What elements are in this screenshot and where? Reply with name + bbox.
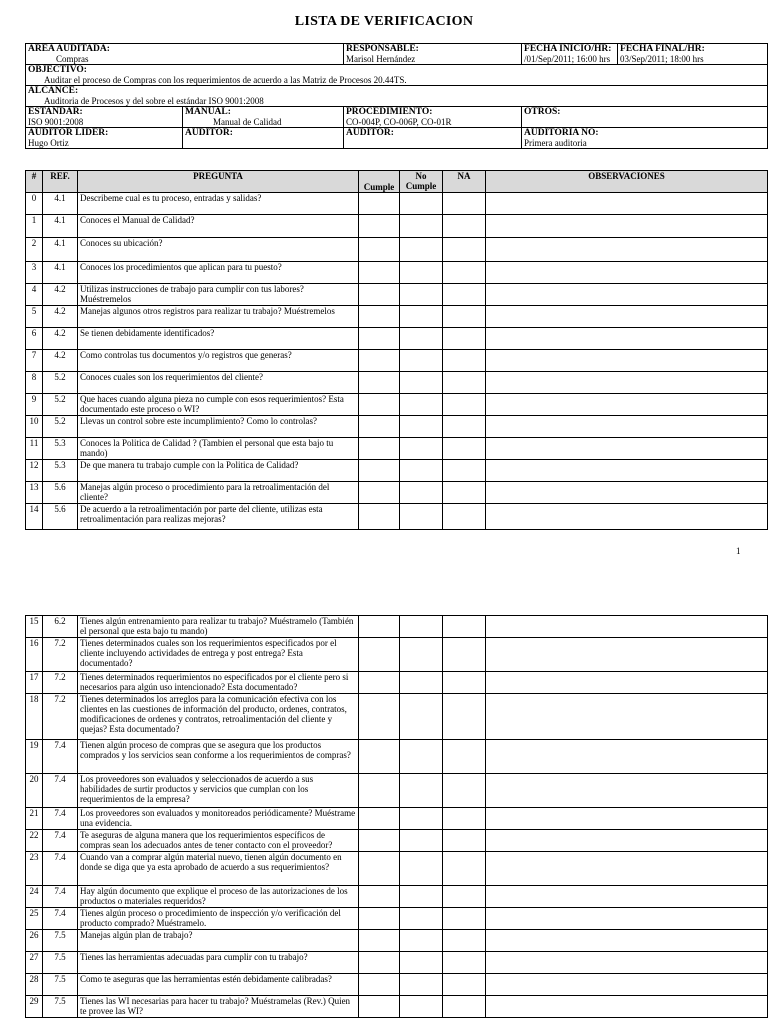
observaciones-cell[interactable] xyxy=(486,438,768,460)
final-label: FECHA FINAL/HR: xyxy=(620,44,705,54)
table-row xyxy=(26,952,768,974)
no-cumple-cell[interactable] xyxy=(400,504,443,530)
no-cumple-cell[interactable] xyxy=(400,262,443,284)
row-ref: 7.4 xyxy=(43,808,78,830)
final-cell xyxy=(618,44,768,65)
na-cell[interactable] xyxy=(443,952,486,974)
row-question: Conoces cuales son los requerimientos del cliente? xyxy=(78,372,359,394)
row-question: Tienes algún proceso o procedimiento de inspección y/o verificación del producto comprado? Muéstramelo. xyxy=(78,908,359,930)
table-row xyxy=(26,908,768,930)
procedimiento-label: PROCEDIMIENTO: xyxy=(346,107,433,117)
cumple-cell[interactable] xyxy=(359,394,400,416)
col-cumple: Cumple xyxy=(359,171,400,193)
na-cell[interactable] xyxy=(443,886,486,908)
row-ref: 4.2 xyxy=(43,328,78,350)
observaciones-cell[interactable] xyxy=(486,372,768,394)
row-ref: 6.2 xyxy=(43,616,78,638)
na-cell[interactable] xyxy=(443,416,486,438)
otros-cell xyxy=(522,107,768,128)
no-cumple-cell[interactable] xyxy=(400,306,443,328)
cumple-cell[interactable] xyxy=(359,616,400,638)
na-cell[interactable] xyxy=(443,930,486,952)
cumple-cell[interactable] xyxy=(359,974,400,996)
cumple-cell[interactable] xyxy=(359,372,400,394)
na-cell[interactable] xyxy=(443,372,486,394)
row-ref: 7.2 xyxy=(43,672,78,694)
row-ref: 5.2 xyxy=(43,416,78,438)
na-cell[interactable] xyxy=(443,774,486,808)
manual-cell xyxy=(183,107,344,128)
cumple-cell[interactable] xyxy=(359,830,400,852)
row-number: 13 xyxy=(26,482,43,504)
manual-label: MANUAL: xyxy=(185,107,231,117)
responsable-value: Marisol Hernández xyxy=(346,54,416,64)
observaciones-cell[interactable] xyxy=(486,262,768,284)
row-number: 27 xyxy=(26,952,43,974)
row-ref: 7.4 xyxy=(43,830,78,852)
na-cell[interactable] xyxy=(443,830,486,852)
estandar-label: ESTANDAR: xyxy=(28,107,83,117)
table-row xyxy=(26,930,768,952)
row-number: 8 xyxy=(26,372,43,394)
no-cumple-cell[interactable] xyxy=(400,394,443,416)
no-cumple-cell[interactable] xyxy=(400,830,443,852)
row-ref: 7.4 xyxy=(43,852,78,886)
estandar-cell xyxy=(26,107,183,128)
row-question: Llevas un control sobre este incumplimiento? Como lo controlas? xyxy=(78,416,359,438)
row-number: 9 xyxy=(26,394,43,416)
na-cell[interactable] xyxy=(443,672,486,694)
alcance-cell xyxy=(26,86,768,107)
auditor2-cell xyxy=(344,128,522,149)
table-row xyxy=(26,616,768,638)
table-row xyxy=(26,193,768,215)
row-ref: 5.2 xyxy=(43,372,78,394)
row-ref: 5.3 xyxy=(43,438,78,460)
cumple-cell[interactable] xyxy=(359,306,400,328)
observaciones-cell[interactable] xyxy=(486,482,768,504)
row-number: 14 xyxy=(26,504,43,530)
na-cell[interactable] xyxy=(443,328,486,350)
col-na: NA xyxy=(443,171,486,193)
na-cell[interactable] xyxy=(443,740,486,774)
na-cell[interactable] xyxy=(443,808,486,830)
no-cumple-cell[interactable] xyxy=(400,616,443,638)
row-number: 18 xyxy=(26,694,43,740)
row-question: Manejas algún plan de trabajo? xyxy=(78,930,359,952)
observaciones-cell[interactable] xyxy=(486,808,768,830)
table-row xyxy=(26,638,768,672)
observaciones-cell[interactable] xyxy=(486,193,768,215)
row-question: Tienes las WI necesarias para hacer tu trabajo? Muéstramelas (Rev.) Quien te provee las WI? xyxy=(78,996,359,1018)
table-row xyxy=(26,996,768,1018)
row-number: 2 xyxy=(26,238,43,262)
row-ref: 7.2 xyxy=(43,694,78,740)
no-cumple-cell[interactable] xyxy=(400,740,443,774)
no-cumple-cell[interactable] xyxy=(400,460,443,482)
checklist-table-page2 xyxy=(25,615,768,1018)
lider-value: Hugo Ortiz xyxy=(28,138,69,148)
estandar-value: ISO 9001:2008 xyxy=(28,117,84,127)
row-ref: 7.5 xyxy=(43,996,78,1018)
table-row xyxy=(26,416,768,438)
observaciones-cell[interactable] xyxy=(486,694,768,740)
cumple-cell[interactable] xyxy=(359,262,400,284)
table-row xyxy=(26,262,768,284)
header-table xyxy=(25,43,768,149)
table-row xyxy=(26,328,768,350)
observaciones-cell[interactable] xyxy=(486,394,768,416)
cumple-cell[interactable] xyxy=(359,438,400,460)
no-cumple-cell[interactable] xyxy=(400,193,443,215)
observaciones-cell[interactable] xyxy=(486,974,768,996)
cumple-cell[interactable] xyxy=(359,808,400,830)
area-cell xyxy=(26,44,344,65)
table-row xyxy=(26,974,768,996)
na-cell[interactable] xyxy=(443,638,486,672)
na-cell[interactable] xyxy=(443,306,486,328)
table-row xyxy=(26,830,768,852)
alcance-label: ALCANCE: xyxy=(28,86,79,96)
cumple-cell[interactable] xyxy=(359,416,400,438)
cumple-cell[interactable] xyxy=(359,215,400,238)
row-number: 23 xyxy=(26,852,43,886)
area-value: Compras xyxy=(56,54,89,64)
objetivo-value: Auditar el proceso de Compras con los requerimientos de acuerdo a las Matriz de Procesos 20.44TS. xyxy=(44,75,407,85)
cumple-cell[interactable] xyxy=(359,930,400,952)
row-number: 0 xyxy=(26,193,43,215)
na-cell[interactable] xyxy=(443,215,486,238)
row-question: Utilizas instrucciones de trabajo para cumplir con tus labores? Muéstremelos xyxy=(78,284,359,306)
observaciones-cell[interactable] xyxy=(486,672,768,694)
area-label: AREA AUDITADA: xyxy=(28,44,110,54)
row-question: De acuerdo a la retroalimentación por parte del cliente, utilizas esta retroalimentación para realizas mejoras? xyxy=(78,504,359,530)
auditoria-value: Primera auditoria xyxy=(524,138,587,148)
observaciones-cell[interactable] xyxy=(486,886,768,908)
table-row xyxy=(26,504,768,530)
row-ref: 4.1 xyxy=(43,262,78,284)
cumple-cell[interactable] xyxy=(359,284,400,306)
row-question: Conoces el Manual de Calidad? xyxy=(78,215,359,238)
observaciones-cell[interactable] xyxy=(486,616,768,638)
auditor1-label: AUDITOR: xyxy=(185,128,233,138)
table-row xyxy=(26,438,768,460)
table-row xyxy=(26,672,768,694)
row-ref: 7.4 xyxy=(43,886,78,908)
col-observaciones: OBSERVACIONES xyxy=(486,171,768,193)
row-ref: 4.2 xyxy=(43,306,78,328)
na-cell[interactable] xyxy=(443,394,486,416)
procedimiento-value: CO-004P, CO-006P, CO-01R xyxy=(346,117,452,127)
row-ref: 5.6 xyxy=(43,504,78,530)
table-row xyxy=(26,215,768,238)
row-question: Que haces cuando alguna pieza no cumple con esos requerimientos? Esta documentado este proceso o WI? xyxy=(78,394,359,416)
table-row xyxy=(26,852,768,886)
row-number: 16 xyxy=(26,638,43,672)
auditoria-cell xyxy=(522,128,768,149)
row-ref: 7.5 xyxy=(43,952,78,974)
cumple-cell[interactable] xyxy=(359,460,400,482)
row-number: 21 xyxy=(26,808,43,830)
row-number: 6 xyxy=(26,328,43,350)
row-question: Manejas algunos otros registros para realizar tu trabajo? Muéstremelos xyxy=(78,306,359,328)
na-cell[interactable] xyxy=(443,350,486,372)
observaciones-cell[interactable] xyxy=(486,996,768,1018)
observaciones-cell[interactable] xyxy=(486,416,768,438)
row-question: Conoces la Politica de Calidad ? (Tambien el personal que esta bajo tu mando) xyxy=(78,438,359,460)
no-cumple-cell[interactable] xyxy=(400,694,443,740)
observaciones-cell[interactable] xyxy=(486,740,768,774)
row-number: 17 xyxy=(26,672,43,694)
inicio-value: /01/Sep/2011; 16:00 hrs xyxy=(524,54,611,64)
col-num: # xyxy=(26,171,43,193)
row-question: Manejas algún proceso o procedimiento para la retroalimentación del cliente? xyxy=(78,482,359,504)
na-cell[interactable] xyxy=(443,262,486,284)
row-number: 26 xyxy=(26,930,43,952)
cumple-cell[interactable] xyxy=(359,638,400,672)
table-row xyxy=(26,886,768,908)
observaciones-cell[interactable] xyxy=(486,350,768,372)
row-number: 4 xyxy=(26,284,43,306)
row-question: Se tienen debidamente identificados? xyxy=(78,328,359,350)
cumple-cell[interactable] xyxy=(359,328,400,350)
auditor1-cell xyxy=(183,128,344,149)
lider-label: AUDITOR LIDER: xyxy=(28,128,109,138)
table-row xyxy=(26,306,768,328)
observaciones-cell[interactable] xyxy=(486,908,768,930)
na-cell[interactable] xyxy=(443,974,486,996)
row-ref: 7.5 xyxy=(43,974,78,996)
observaciones-cell[interactable] xyxy=(486,328,768,350)
table-row xyxy=(26,350,768,372)
table-row xyxy=(26,740,768,774)
row-ref: 5.3 xyxy=(43,460,78,482)
inicio-cell xyxy=(522,44,618,65)
row-question: Tienes algún entrenamiento para realizar tu trabajo? Muéstramelo (También el personal que esta bajo tu mando) xyxy=(78,616,359,638)
row-ref: 4.2 xyxy=(43,350,78,372)
observaciones-cell[interactable] xyxy=(486,638,768,672)
na-cell[interactable] xyxy=(443,193,486,215)
row-number: 25 xyxy=(26,908,43,930)
cumple-cell[interactable] xyxy=(359,504,400,530)
row-ref: 5.6 xyxy=(43,482,78,504)
row-number: 15 xyxy=(26,616,43,638)
observaciones-cell[interactable] xyxy=(486,852,768,886)
no-cumple-cell[interactable] xyxy=(400,215,443,238)
row-question: Tienes determinados los arreglos para la comunicación efectiva con los clientes en las cuestiones de información del producto, ordenes, contratos, modificaciones de ordenes y contratos, retroalimentación del cliente y quejas? Esta documentado? xyxy=(78,694,359,740)
row-question: Tienes determinados requerimientos no especificados por el cliente pero si necesarios para algún uso intencionado? Esta documentado? xyxy=(78,672,359,694)
na-cell[interactable] xyxy=(443,504,486,530)
objetivo-label: OBJECTIVO: xyxy=(28,65,87,75)
col-pregunta: PREGUNTA xyxy=(78,171,359,193)
col-ref: REF. xyxy=(43,171,78,193)
na-cell[interactable] xyxy=(443,482,486,504)
observaciones-cell[interactable] xyxy=(486,306,768,328)
row-number: 5 xyxy=(26,306,43,328)
row-question: Tienen algún proceso de compras que se asegura que los productos comprados y los servicios sean conforme a los requerimientos de compras? xyxy=(78,740,359,774)
row-number: 28 xyxy=(26,974,43,996)
cumple-cell[interactable] xyxy=(359,774,400,808)
row-question: Tienes las herramientas adecuadas para cumplir con tu trabajo? xyxy=(78,952,359,974)
row-question: Los proveedores son evaluados y seleccionados de acuerdo a sus habilidades de surtir productos y servicios que cumplan con los requerimientos de la empresa? xyxy=(78,774,359,808)
alcance-value: Auditoria de Procesos y del sobre el estándar ISO 9001:2008 xyxy=(44,96,264,106)
row-question: Conoces los procedimientos que aplican para tu puesto? xyxy=(78,262,359,284)
page-title: LISTA DE VERIFICACION xyxy=(294,14,474,29)
table-row xyxy=(26,394,768,416)
row-number: 12 xyxy=(26,460,43,482)
no-cumple-cell[interactable] xyxy=(400,238,443,262)
no-cumple-cell[interactable] xyxy=(400,416,443,438)
observaciones-cell[interactable] xyxy=(486,284,768,306)
cumple-cell[interactable] xyxy=(359,852,400,886)
auditoria-label: AUDITORIA NO: xyxy=(524,128,599,138)
na-cell[interactable] xyxy=(443,284,486,306)
cumple-cell[interactable] xyxy=(359,350,400,372)
cumple-cell[interactable] xyxy=(359,908,400,930)
col-no-cumple: No Cumple xyxy=(400,171,443,193)
table-row xyxy=(26,238,768,262)
observaciones-cell[interactable] xyxy=(486,952,768,974)
row-number: 19 xyxy=(26,740,43,774)
na-cell[interactable] xyxy=(443,996,486,1018)
observaciones-cell[interactable] xyxy=(486,215,768,238)
table-row xyxy=(26,284,768,306)
row-number: 7 xyxy=(26,350,43,372)
page-number: 1 xyxy=(736,546,741,556)
na-cell[interactable] xyxy=(443,694,486,740)
row-number: 1 xyxy=(26,215,43,238)
row-ref: 4.1 xyxy=(43,238,78,262)
observaciones-cell[interactable] xyxy=(486,460,768,482)
row-question: Cuando van a comprar algún material nuevo, tienen algún documento en donde se diga que ya esta aprobado de acuerdo a sus requerimientos? xyxy=(78,852,359,886)
table-row xyxy=(26,694,768,740)
auditor2-label: AUDITOR: xyxy=(346,128,394,138)
row-number: 20 xyxy=(26,774,43,808)
row-question: Tienes determinados cuales son los requerimientos especificados por el cliente incluyendo actividades de entrega y post entrega? Esta documentado? xyxy=(78,638,359,672)
row-question: Describeme cual es tu proceso, entradas y salidas? xyxy=(78,193,359,215)
objetivo-cell xyxy=(26,65,768,86)
row-ref: 7.4 xyxy=(43,908,78,930)
row-question: Hay algún documento que explique el proceso de las autorizaciones de los productos o materiales requeridos? xyxy=(78,886,359,908)
cumple-cell[interactable] xyxy=(359,482,400,504)
cumple-cell[interactable] xyxy=(359,238,400,262)
row-ref: 7.5 xyxy=(43,930,78,952)
no-cumple-cell[interactable] xyxy=(400,638,443,672)
na-cell[interactable] xyxy=(443,460,486,482)
table-row xyxy=(26,774,768,808)
procedimiento-cell xyxy=(344,107,522,128)
na-cell[interactable] xyxy=(443,852,486,886)
no-cumple-cell[interactable] xyxy=(400,808,443,830)
table-row xyxy=(26,372,768,394)
no-cumple-cell[interactable] xyxy=(400,996,443,1018)
observaciones-cell[interactable] xyxy=(486,238,768,262)
cumple-cell[interactable] xyxy=(359,672,400,694)
row-number: 11 xyxy=(26,438,43,460)
cumple-cell[interactable] xyxy=(359,694,400,740)
row-ref: 7.4 xyxy=(43,740,78,774)
row-question: Te aseguras de alguna manera que los requerimientos específicos de compras sean los adecuados antes de tener contacto con el proveedor? xyxy=(78,830,359,852)
observaciones-cell[interactable] xyxy=(486,930,768,952)
row-ref: 5.2 xyxy=(43,394,78,416)
cumple-cell[interactable] xyxy=(359,952,400,974)
no-cumple-cell[interactable] xyxy=(400,952,443,974)
no-cumple-cell[interactable] xyxy=(400,672,443,694)
cumple-cell[interactable] xyxy=(359,740,400,774)
no-cumple-cell[interactable] xyxy=(400,328,443,350)
row-ref: 4.2 xyxy=(43,284,78,306)
inicio-label: FECHA INICIO/HR: xyxy=(524,44,612,54)
table-row xyxy=(26,808,768,830)
table-row xyxy=(26,482,768,504)
responsable-label: RESPONSABLE: xyxy=(346,44,419,54)
row-question: De que manera tu trabajo cumple con la Politica de Calidad? xyxy=(78,460,359,482)
na-cell[interactable] xyxy=(443,438,486,460)
cumple-cell[interactable] xyxy=(359,886,400,908)
no-cumple-cell[interactable] xyxy=(400,350,443,372)
no-cumple-cell[interactable] xyxy=(400,974,443,996)
lider-cell xyxy=(26,128,183,149)
observaciones-cell[interactable] xyxy=(486,504,768,530)
checklist-table-page1 xyxy=(25,170,768,530)
observaciones-cell[interactable] xyxy=(486,774,768,808)
no-cumple-cell[interactable] xyxy=(400,372,443,394)
row-number: 3 xyxy=(26,262,43,284)
cumple-cell[interactable] xyxy=(359,996,400,1018)
no-cumple-cell[interactable] xyxy=(400,852,443,886)
otros-label: OTROS: xyxy=(524,107,561,117)
responsable-cell xyxy=(344,44,522,65)
no-cumple-cell[interactable] xyxy=(400,438,443,460)
na-cell[interactable] xyxy=(443,238,486,262)
final-value: 03/Sep/2011; 18:00 hrs xyxy=(620,54,704,64)
row-question: Los proveedores son evaluados y monitoreados periódicamente? Muéstrame una evidencia. xyxy=(78,808,359,830)
row-number: 22 xyxy=(26,830,43,852)
manual-value: Manual de Calidad xyxy=(213,117,282,127)
row-ref: 7.4 xyxy=(43,774,78,808)
observaciones-cell[interactable] xyxy=(486,830,768,852)
table-row xyxy=(26,460,768,482)
na-cell[interactable] xyxy=(443,908,486,930)
row-number: 24 xyxy=(26,886,43,908)
cumple-cell[interactable] xyxy=(359,193,400,215)
row-question: Como controlas tus documentos y/o registros que generas? xyxy=(78,350,359,372)
row-number: 10 xyxy=(26,416,43,438)
na-cell[interactable] xyxy=(443,616,486,638)
no-cumple-cell[interactable] xyxy=(400,886,443,908)
no-cumple-cell[interactable] xyxy=(400,482,443,504)
no-cumple-cell[interactable] xyxy=(400,774,443,808)
no-cumple-cell[interactable] xyxy=(400,930,443,952)
no-cumple-cell[interactable] xyxy=(400,284,443,306)
row-ref: 7.2 xyxy=(43,638,78,672)
row-question: Como te aseguras que las herramientas estén debidamente calibradas? xyxy=(78,974,359,996)
row-ref: 4.1 xyxy=(43,215,78,238)
row-number: 29 xyxy=(26,996,43,1018)
no-cumple-cell[interactable] xyxy=(400,908,443,930)
row-question: Conoces su ubicación? xyxy=(78,238,359,262)
row-ref: 4.1 xyxy=(43,193,78,215)
